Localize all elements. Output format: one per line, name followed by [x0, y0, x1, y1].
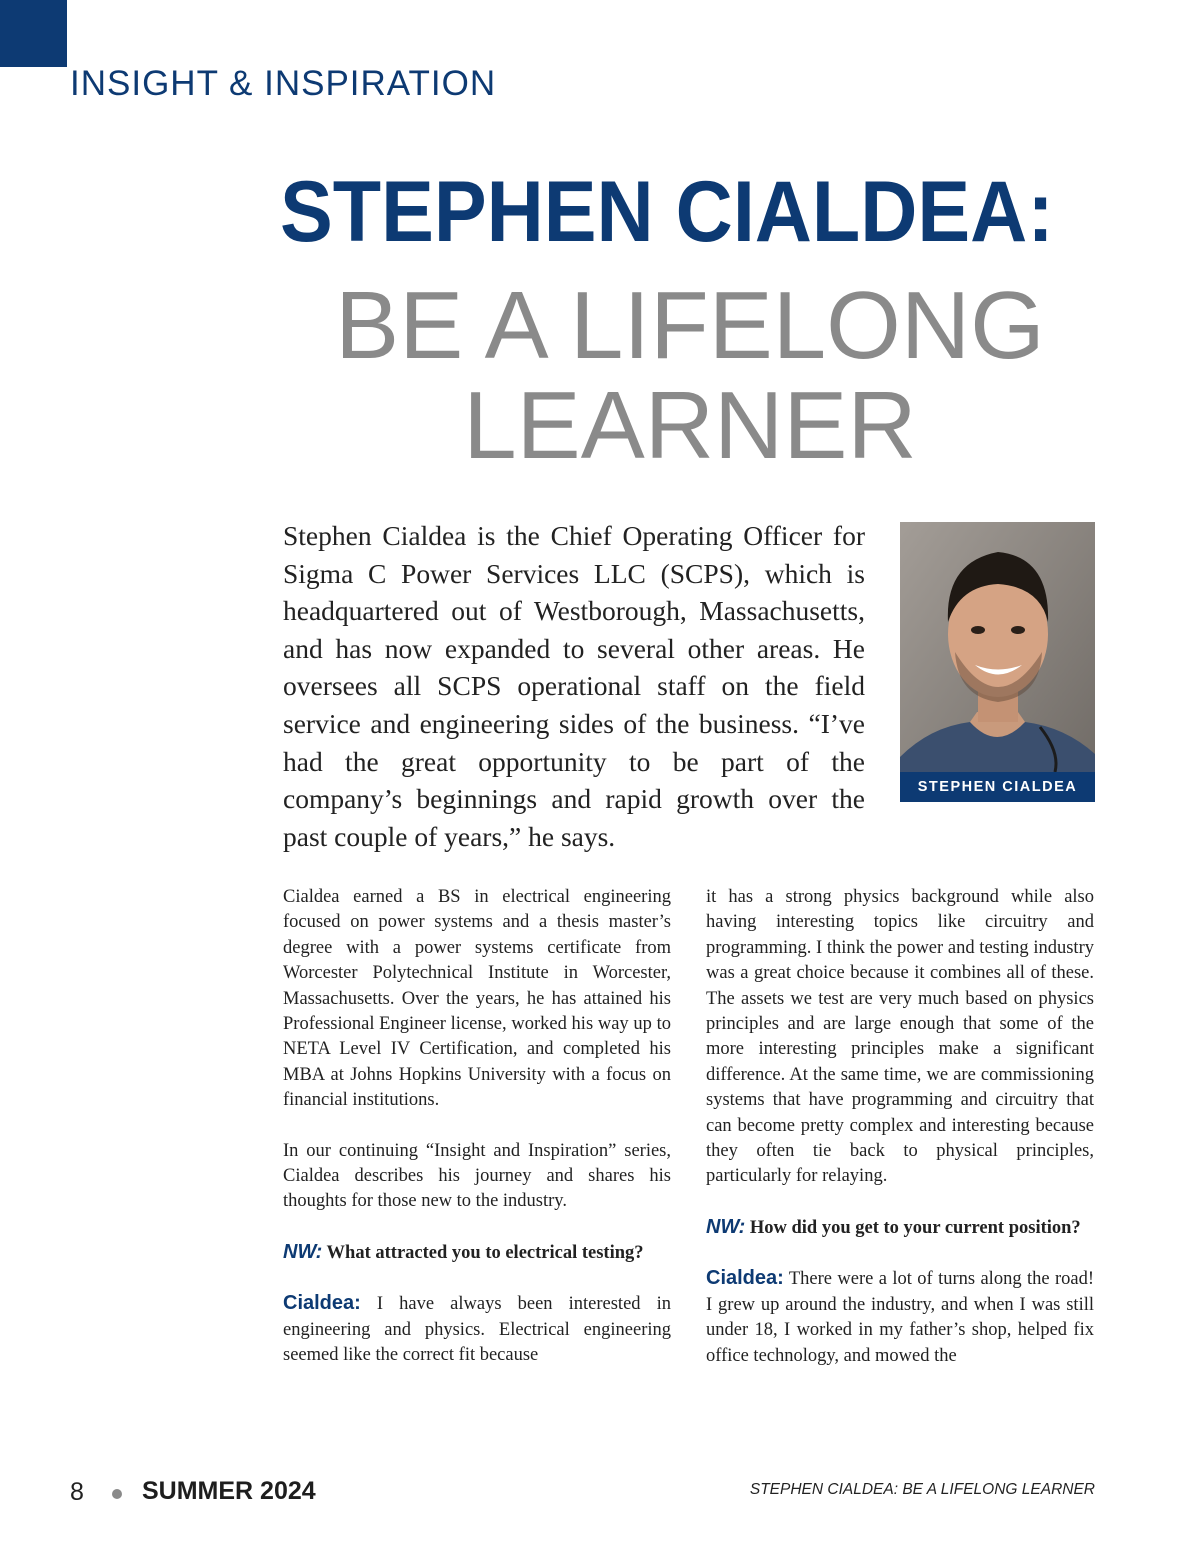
corner-accent-block	[0, 0, 67, 67]
question-1	[283, 1240, 671, 1266]
answer-1	[283, 1291, 671, 1368]
answer-text: There were a lot of turns along the road! I grew up around the industry, and when I was still under 18, I worked in my father’s shop, helped fix office technology, and mowed the	[706, 1269, 1094, 1366]
question-label: NW:	[706, 1215, 746, 1238]
issue-label: SUMMER 2024	[142, 1477, 316, 1505]
article-subtitle	[280, 272, 1100, 479]
article-subtitle-line1: BE A LIFELONG	[335, 272, 1045, 379]
answer-label: Cialdea:	[283, 1292, 361, 1315]
question-2	[706, 1215, 1094, 1241]
running-title: STEPHEN CIALDEA: BE A LIFELONG LEARNER	[749, 1481, 1095, 1498]
body-paragraph: In our continuing “Insight and Inspiration” series, Cialdea describes his journey and shares his thoughts for those new to the industry.	[283, 1140, 671, 1212]
bullet-separator-icon	[112, 1489, 122, 1499]
portrait-illustration	[900, 522, 1095, 802]
article-subtitle-line2: LEARNER	[463, 372, 917, 479]
article-title: STEPHEN CIALDEA:	[280, 164, 1054, 260]
lead-paragraph: Stephen Cialdea is the Chief Operating Officer for Sigma C Power Services LLC (SCPS), which is headquartered out of Westborough, Massachusetts, and has now expanded to several other areas. He oversees all SCPS operational staff on the field service and engineering sides of the business. “I’ve had the great opportunity to be part of the company’s beginnings and rapid growth over the past couple of years,” he says.	[283, 520, 865, 852]
body-column-left	[283, 885, 671, 1394]
portrait-photo	[900, 522, 1095, 802]
answer-2	[706, 1266, 1094, 1369]
page-number: 8	[70, 1478, 84, 1506]
body-paragraph: Cialdea earned a BS in electrical engineering focused on power systems and a thesis master’s degree with a power systems certificate from Worcester Polytechnical Institute in Worcester, Massachusetts. Over the years, he has attained his Professional Engineer license, worked his way up to NETA Level IV Certification, and completed his MBA at Johns Hopkins University with a focus on financial institutions.	[283, 887, 671, 1111]
question-text: What attracted you to electrical testing?	[326, 1242, 644, 1263]
question-text: How did you get to your current position?	[749, 1217, 1081, 1238]
section-label: INSIGHT & INSPIRATION	[70, 64, 497, 103]
answer-text: I have always been interested in engineering and physics. Electrical engineering seemed like the correct fit because	[283, 1294, 672, 1366]
answer-1-continued: it has a strong physics background while also having interesting topics like circuitry and programming. I think the power and testing industry was a great choice because it combines all of these. The assets we test are very much based on physics principles and are large enough that some of the more interesting principles make a significant difference. At the same time, we are commissioning systems that have programming and circuitry that can become pretty complex and interesting because they often tie back to physical principles, particularly for relaying.	[706, 887, 1094, 1187]
answer-label: Cialdea:	[706, 1267, 784, 1290]
photo-caption: STEPHEN CIALDEA	[900, 772, 1095, 802]
body-column-right	[706, 885, 1094, 1394]
question-label: NW:	[283, 1240, 323, 1263]
